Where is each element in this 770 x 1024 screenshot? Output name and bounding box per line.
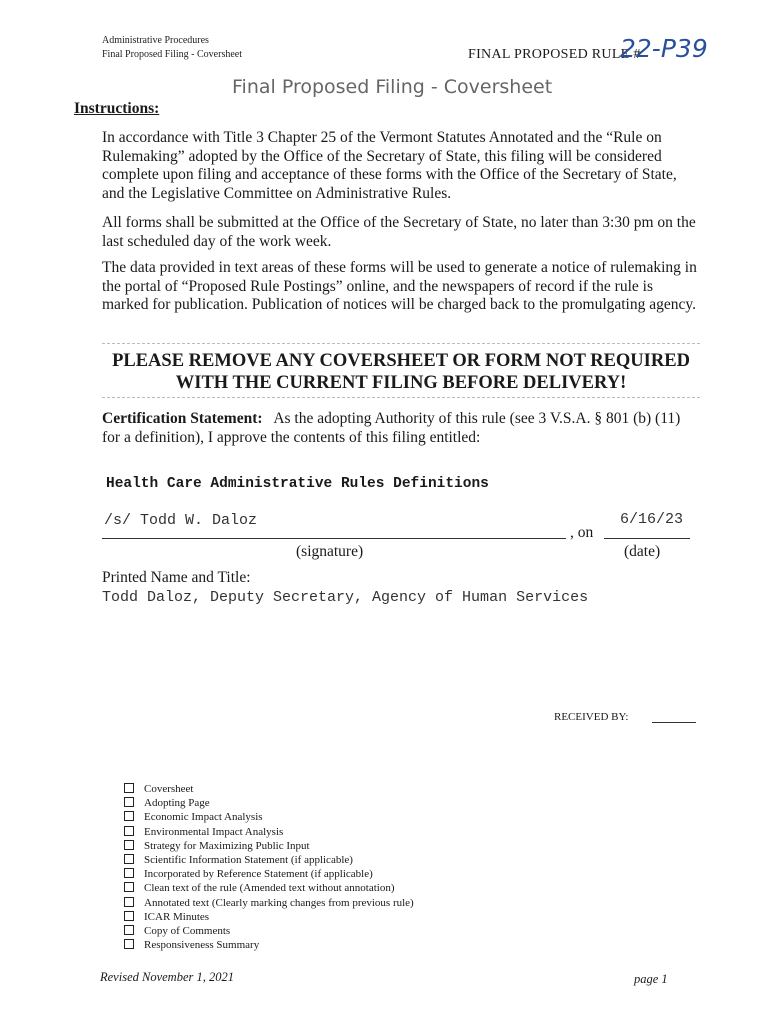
header-procedures: Administrative Procedures (102, 35, 209, 46)
form-checklist (124, 782, 414, 952)
signature-line (102, 538, 566, 539)
checkbox-icon[interactable] (124, 854, 134, 864)
page-title: Final Proposed Filing - Coversheet (232, 76, 553, 98)
printed-name-label: Printed Name and Title: (102, 569, 251, 586)
certification-label: Certification Statement: (102, 410, 263, 427)
checkbox-icon[interactable] (124, 939, 134, 949)
date-line (604, 538, 690, 539)
checklist-item[interactable]: Clean text of the rule (Amended text without annotation) (124, 881, 414, 895)
page-number: page 1 (634, 972, 668, 986)
on-label: , on (570, 524, 594, 541)
checklist-item[interactable]: Copy of Comments (124, 924, 414, 938)
header-filing: Final Proposed Filing - Coversheet (102, 49, 242, 60)
checklist-item[interactable]: Scientific Information Statement (if applicable) (124, 853, 414, 867)
instructions-heading: Instructions: (74, 100, 160, 117)
checkbox-icon[interactable] (124, 897, 134, 907)
instructions-paragraph-3: The data provided in text areas of these forms will be used to generate a notice of rulemaking in the portal of “Proposed Rule Postings” online, and the newspapers of record if the rule is marked for publication. Publication of notices will be charged back to the promulgating agency. (102, 259, 697, 313)
date-caption: (date) (624, 543, 661, 560)
certification-statement (102, 410, 702, 447)
checkbox-icon[interactable] (124, 797, 134, 807)
revised-date: Revised November 1, 2021 (100, 970, 234, 984)
removal-warning: PLEASE REMOVE ANY COVERSHEET OR FORM NOT REQUIRED WITH THE CURRENT FILING BEFORE DELIVERY! (112, 351, 690, 393)
checklist-item[interactable]: Economic Impact Analysis (124, 810, 414, 824)
checkbox-icon[interactable] (124, 882, 134, 892)
divider-top (102, 343, 700, 344)
checklist-item[interactable]: Incorporated by Reference Statement (if applicable) (124, 867, 414, 881)
checklist-item[interactable]: Annotated text (Clearly marking changes from previous rule) (124, 896, 414, 910)
checkbox-icon[interactable] (124, 868, 134, 878)
signature-caption: (signature) (296, 543, 364, 560)
received-by-label: RECEIVED BY: (554, 711, 629, 723)
signature-value: /s/ Todd W. Daloz (104, 512, 258, 529)
checklist-item[interactable]: Responsiveness Summary (124, 938, 414, 952)
checklist-item[interactable]: Environmental Impact Analysis (124, 825, 414, 839)
checkbox-icon[interactable] (124, 911, 134, 921)
date-value: 6/16/23 (620, 511, 684, 528)
checklist-item[interactable]: Adopting Page (124, 796, 414, 810)
divider-bottom (102, 397, 700, 398)
checklist-item[interactable]: ICAR Minutes (124, 910, 414, 924)
checkbox-icon[interactable] (124, 811, 134, 821)
certification-text: As the adopting Authority of this rule (see 3 V.S.A. § 801 (b) (11) for a definition), I approve the contents of this filing entitled: (102, 410, 681, 446)
checkbox-icon[interactable] (124, 840, 134, 850)
rule-number-label: FINAL PROPOSED RULE # (468, 47, 641, 62)
printed-name-value: Todd Daloz, Deputy Secretary, Agency of Human Services (102, 589, 589, 606)
instructions-paragraph-1: In accordance with Title 3 Chapter 25 of the Vermont Statutes Annotated and the “Rule on Rulemaking” adopted by the Office of the Secretary of State, this filing will be considered complete upon filing and acceptance of these forms with the Office of the Secretary of State, and the Legislative Committee on Administrative Rules. (102, 129, 677, 202)
checklist-item[interactable]: Coversheet (124, 782, 414, 796)
rule-number-handwritten: 22-P39 (620, 34, 708, 63)
instructions-paragraph-2: All forms shall be submitted at the Office of the Secretary of State, no later than 3:30 pm on the last scheduled day of the work week. (102, 214, 696, 250)
checklist-item[interactable]: Strategy for Maximizing Public Input (124, 839, 414, 853)
received-by-line (652, 722, 696, 723)
rule-title: Health Care Administrative Rules Definitions (106, 476, 489, 492)
checkbox-icon[interactable] (124, 783, 134, 793)
checkbox-icon[interactable] (124, 925, 134, 935)
checkbox-icon[interactable] (124, 826, 134, 836)
